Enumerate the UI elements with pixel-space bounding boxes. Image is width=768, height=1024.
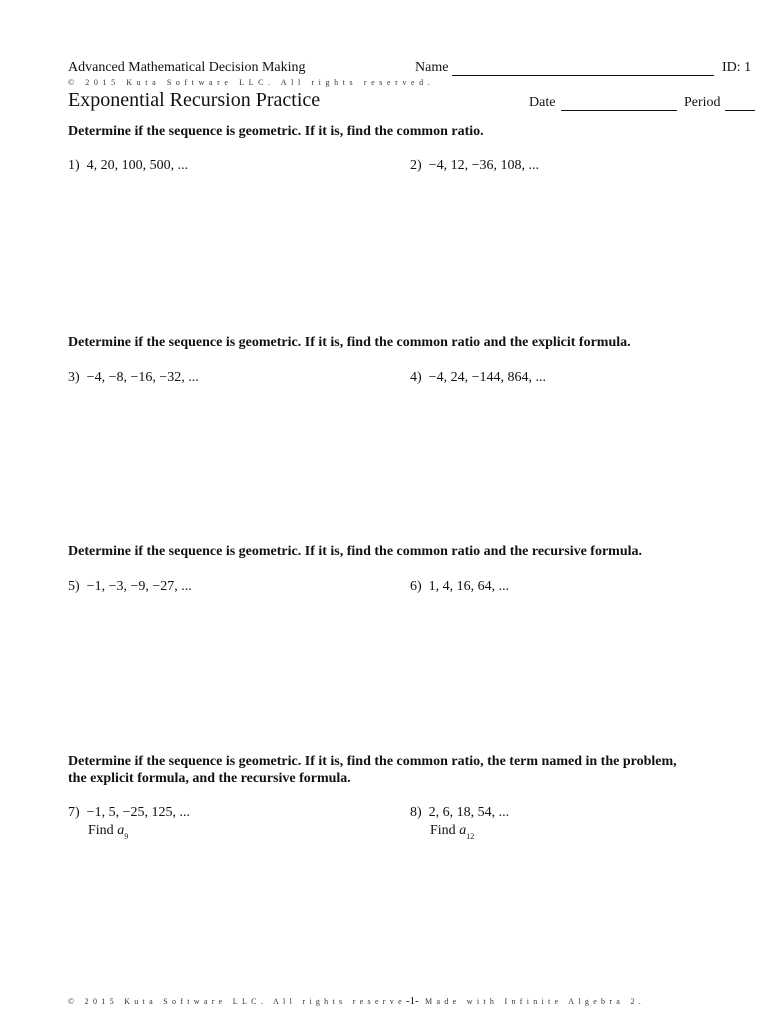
problem-item — [410, 158, 539, 174]
problem-number: 3) — [68, 370, 80, 385]
date-field-line[interactable] — [561, 110, 677, 111]
problem-item — [68, 158, 188, 174]
problem-number: 2) — [410, 158, 422, 173]
section-instruction: Determine if the sequence is geometric. If it is, find the common ratio and the recursive formula. — [68, 544, 643, 559]
problem-sequence: −1, 5, −25, 125, ... — [86, 805, 190, 820]
page-footer — [68, 995, 645, 1007]
worksheet-title: Exponential Recursion Practice — [68, 89, 321, 111]
section-instruction: Determine if the sequence is geometric. If it is, find the common ratio, the term named in the problem, the explicit formula, and the recursive formula. — [68, 754, 677, 786]
problem-number: 6) — [410, 579, 422, 594]
problem-number: 8) — [410, 805, 422, 820]
problem-number: 4) — [410, 370, 422, 385]
name-field-line[interactable] — [452, 75, 714, 76]
period-field-line[interactable] — [725, 110, 755, 111]
find-term — [410, 823, 509, 841]
period-label: Period — [684, 95, 721, 110]
problem-sequence: 1, 4, 16, 64, ... — [428, 579, 510, 594]
term-index: 9 — [124, 832, 129, 841]
footer-copyright: © 2015 Kuta Software LLC. All rights reserve — [68, 997, 406, 1006]
problem-number: 5) — [68, 579, 80, 594]
find-label: Find — [88, 823, 114, 838]
problem-sequence: −1, −3, −9, −27, ... — [86, 579, 192, 594]
section-instruction: Determine if the sequence is geometric. If it is, find the common ratio and the explicit formula. — [68, 335, 631, 350]
problem-sequence: −4, 24, −144, 864, ... — [428, 370, 546, 385]
worksheet-id: ID: 1 — [722, 60, 752, 75]
problem-item — [410, 370, 546, 386]
problem-item — [410, 805, 509, 841]
date-label: Date — [529, 95, 556, 110]
problem-number: 1) — [68, 158, 80, 173]
problem-item — [68, 579, 192, 595]
problem-sequence: −4, −8, −16, −32, ... — [86, 370, 199, 385]
problem-item — [410, 579, 509, 595]
copyright-notice: © 2015 Kuta Software LLC. All rights reserved. — [68, 78, 435, 87]
term-index: 12 — [466, 832, 475, 841]
find-term — [68, 823, 190, 841]
term-variable: a — [459, 823, 467, 838]
problem-item — [68, 805, 190, 841]
page-number: -1- — [405, 995, 419, 1007]
name-label: Name — [415, 60, 449, 75]
term-variable: a — [117, 823, 125, 838]
problem-item — [68, 370, 199, 386]
problem-number: 7) — [68, 805, 80, 820]
problem-sequence: 2, 6, 18, 54, ... — [428, 805, 510, 820]
section-instruction: Determine if the sequence is geometric. If it is, find the common ratio. — [68, 124, 484, 139]
footer-credit: Made with Infinite Algebra 2. — [418, 997, 646, 1006]
problem-sequence: 4, 20, 100, 500, ... — [86, 158, 189, 173]
problem-sequence: −4, 12, −36, 108, ... — [428, 158, 539, 173]
course-name: Advanced Mathematical Decision Making — [68, 60, 306, 75]
find-label: Find — [430, 823, 456, 838]
